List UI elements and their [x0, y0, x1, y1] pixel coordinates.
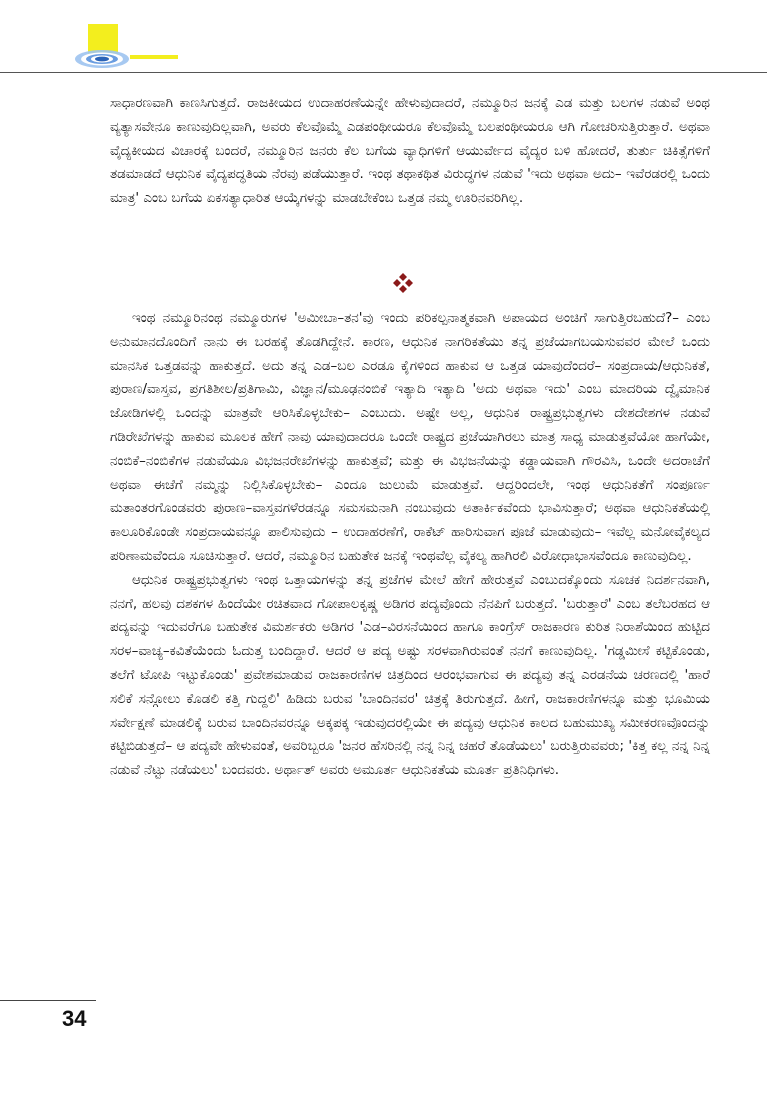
body-text	[110, 307, 710, 783]
paragraph-1: ಸಾಧಾರಣವಾಗಿ ಕಾಣಸಿಗುತ್ತದೆ. ರಾಜಕೀಯದ ಉದಾಹರಣೆಯನ್ನೇ ಹೇಳುವುದಾದರೆ, ನಮ್ಮೂರಿನ ಜನಕ್ಕೆ ಎಡ ಮತ್ತು ಬಲಗಳ ನಡುವೆ ಅಂಥ ವ್ಯತ್ಯಾಸವೇನೂ ಕಾಣುವುದಿಲ್ಲವಾಗಿ, ಅವರು ಕೆಲವೊಮ್ಮೆ ಎಡಪಂಥೀಯರೂ ಕೆಲವೊಮ್ಮೆ ಬಲಪಂಥೀಯರೂ ಆಗಿ ಗೋಚರಿಸುತ್ತಿರುತ್ತಾರೆ. ಅಥವಾ ವೈದ್ಯಕೀಯದ ವಿಚಾರಕ್ಕೆ ಬಂದರೆ, ನಮ್ಮೂರಿನ ಜನರು ಕೆಲ ಬಗೆಯ ವ್ಯಾಧಿಗಳಿಗೆ ಆಯುರ್ವೇದ ವೈದ್ಯರ ಬಳಿ ಹೋದರೆ, ತುರ್ತು ಚಿಕಿತ್ಸೆಗಳಿಗೆ ತಡಮಾಡದೆ ಆಧುನಿಕ ವೈದ್ಯಪದ್ಧತಿಯ ನೆರವು ಪಡೆಯುತ್ತಾರೆ. ಇಂಥ ತಥಾಕಥಿತ ವಿರುದ್ಧಗಳ ನಡುವೆ 'ಇದು ಅಥವಾ ಅದು– ಇವೆರಡರಲ್ಲಿ ಒಂದು ಮಾತ್ರ' ಎಂಬ ಬಗೆಯ ಏಕಸತ್ಯಾಧಾರಿತ ಆಯ್ಕೆಗಳನ್ನು ಮಾಡಬೇಕೆಂಬ ಒತ್ತಡ ನಮ್ಮ ಊರಿನವರಿಗಿಲ್ಲ.	[110, 95, 710, 207]
magazine-logo	[74, 24, 178, 72]
paragraph-2: ಇಂಥ ನಮ್ಮೂರಿನಂಥ ನಮ್ಮೂರುಗಳ 'ಅಮೀಬಾ–ತನ'ವು ಇಂದು ಪರಿಕಲ್ಪನಾತ್ಮಕವಾಗಿ ಅಪಾಯದ ಅಂಚಿಗೆ ಸಾಗುತ್ತಿರಬಹುದೆ?– ಎಂಬ ಅನುಮಾನದೊಂದಿಗೆ ನಾನು ಈ ಬರಹಕ್ಕೆ ತೊಡಗಿದ್ದೇನೆ. ಕಾರಣ, ಆಧುನಿಕ ನಾಗರಿಕತೆಯು ತನ್ನ ಪ್ರಜೆಯಾಗಬಯಸುವವರ ಮೇಲೆ ಒಂದು ಮಾನಸಿಕ ಒತ್ತಡವನ್ನು ಹಾಕುತ್ತದೆ. ಅದು ತನ್ನ ಎಡ–ಬಲ ಎರಡೂ ಕೈಗಳಿಂದ ಹಾಕುವ ಆ ಒತ್ತಡ ಯಾವುದೆಂದರೆ– ಸಂಪ್ರದಾಯ/ಆಧುನಿಕತೆ, ಪುರಾಣ/ವಾಸ್ತವ, ಪ್ರಗತಿಶೀಲ/ಪ್ರತಿಗಾಮಿ, ವಿಜ್ಞಾನ/ಮೂಢನಂಬಿಕೆ ಇತ್ಯಾದಿ ಇತ್ಯಾದಿ 'ಅದು ಅಥವಾ ಇದು' ಎಂಬ ಮಾದರಿಯ ದ್ವೈಮಾನಿಕ ಜೋಡಿಗಳಲ್ಲಿ ಒಂದನ್ನು ಮಾತ್ರವೇ ಆರಿಸಿಕೊಳ್ಳಬೇಕು– ಎಂಬುದು. ಅಷ್ಟೇ ಅಲ್ಲ, ಆಧುನಿಕ ರಾಷ್ಟ್ರಪ್ರಭುತ್ವಗಳು ದೇಶದೇಶಗಳ ನಡುವೆ ಗಡಿರೇಖೆಗಳನ್ನು ಹಾಕುವ ಮೂಲಕ ಹೇಗೆ ನಾವು ಯಾವುದಾದರೂ ಒಂದೇ ರಾಷ್ಟ್ರದ ಪ್ರಜೆಯಾಗಿರಲು ಮಾತ್ರ ಸಾಧ್ಯ ಮಾಡುತ್ತವೆಯೋ ಹಾಗೆಯೇ, ನಂಬಿಕೆ–ನಂಬಿಕೆಗಳ ನಡುವೆಯೂ ವಿಭಜನರೇಖೆಗಳನ್ನು ಹಾಕುತ್ತವೆ; ಮತ್ತು ಈ ವಿಭಜನೆಯನ್ನು ಕಡ್ಡಾಯವಾಗಿ ಗೌರವಿಸಿ, ಒಂದೇ ಅದರಾಚೆಗೆ ಅಥವಾ ಈಚೆಗೆ ನಮ್ಮನ್ನು ನಿಲ್ಲಿಸಿಕೊಳ್ಳಬೇಕು– ಎಂದೂ ಜುಲುಮೆ ಮಾಡುತ್ತವೆ. ಆದ್ದರಿಂದಲೇ, ಇಂಥ ಆಧುನಿಕತೆಗೆ ಸಂಪೂರ್ಣ ಮತಾಂತರಗೊಂಡವರು ಪುರಾಣ–ವಾಸ್ತವಗಳೆರಡನ್ನೂ ಸಮಸಮನಾಗಿ ನಂಬುವುದು ಅತಾರ್ಕಿಕವೆಂದು ಭಾವಿಸುತ್ತಾರೆ; ಅಥವಾ ಆಧುನಿಕತೆಯಲ್ಲಿ ಕಾಲೂರಿಕೊಂಡೇ ಸಂಪ್ರದಾಯವನ್ನೂ ಪಾಲಿಸುವುದು – ಉದಾಹರಣೆಗೆ, ರಾಕೆಟ್ ಹಾರಿಸುವಾಗ ಪೂಜೆ ಮಾಡುವುದು– ಇವೆಲ್ಲ ಮನೋವೈಕಲ್ಯದ ಪರಿಣಾಮವೆಂದೂ ಸೂಚಿಸುತ್ತಾರೆ. ಆದರೆ, ನಮ್ಮೂರಿನ ಬಹುತೇಕ ಜನಕ್ಕೆ ಇಂಥವೆಲ್ಲ ವೈಕಲ್ಯ ಹಾಗಿರಲಿ ವಿರೋಧಾಭಾಸವೆಂದೂ ಕಾಣುವುದಿಲ್ಲ.	[110, 310, 710, 564]
page-number: 34	[62, 1006, 87, 1031]
paragraph-3: ಆಧುನಿಕ ರಾಷ್ಟ್ರಪ್ರಭುತ್ವಗಳು ಇಂಥ ಒತ್ತಾಯಗಳನ್ನು ತನ್ನ ಪ್ರಜೆಗಳ ಮೇಲೆ ಹೇಗೆ ಹೇರುತ್ತವೆ ಎಂಬುದಕ್ಕೊಂದು ಸೂಚಕ ನಿದರ್ಶನವಾಗಿ, ನನಗೆ, ಹಲವು ದಶಕಗಳ ಹಿಂದೆಯೇ ರಚಿತವಾದ ಗೋಪಾಲಕೃಷ್ಣ ಅಡಿಗರ ಪದ್ಯವೊಂದು ನೆನಪಿಗೆ ಬರುತ್ತದೆ. 'ಬರುತ್ತಾರೆ' ಎಂಬ ತಲೆಬರಹದ ಆ ಪದ್ಯವನ್ನು ಇದುವರೆಗೂ ಬಹುತೇಕ ವಿಮರ್ಶಕರು ಅಡಿಗರ 'ಎಡ–ವಿರಸನೆಯಿಂದ ಹಾಗೂ ಕಾಂಗ್ರೆಸ್ ರಾಜಕಾರಣ ಕುರಿತ ನಿರಾಶೆಯಿಂದ ಹುಟ್ಟಿದ ಸರಳ–ವಾಚ್ಯ–ಕವಿತೆಯೆಂದು ಓದುತ್ತ ಬಂದಿದ್ದಾರೆ. ಆದರೆ ಆ ಪದ್ಯ ಅಷ್ಟು ಸರಳವಾಗಿರುವಂತೆ ನನಗೆ ಕಾಣುವುದಿಲ್ಲ. 'ಗಡ್ಡಮೀಸೆ ಕಟ್ಟಿಕೊಂಡು, ತಲೆಗೆ ಟೋಪಿ ಇಟ್ಟುಕೊಂಡು' ಪ್ರವೇಶಮಾಡುವ ರಾಜಕಾರಣಿಗಳ ಚಿತ್ರದಿಂದ ಆರಂಭವಾಗುವ ಈ ಪದ್ಯವು ತನ್ನ ಎರಡನೆಯ ಚರಣದಲ್ಲಿ 'ಹಾರೆ ಸಲಿಕೆ ಸನ್ಗೋಲು ಕೊಡಲಿ ಕತ್ತಿ ಗುದ್ದಲಿ' ಹಿಡಿದು ಬರುವ 'ಬಾಂದಿನವರ' ಚಿತ್ರಕ್ಕೆ ತಿರುಗುತ್ತದೆ. ಹೀಗೆ, ರಾಜಕಾರಣಿಗಳನ್ನೂ ಮತ್ತು ಭೂಮಿಯ ಸರ್ವೇಕ್ಷಣೆ ಮಾಡಲಿಕ್ಕೆ ಬರುವ ಬಾಂದಿನವರನ್ನೂ ಅಕ್ಕಪಕ್ಕ ಇಡುವುದರಲ್ಲಿಯೇ ಈ ಪದ್ಯವು ಆಧುನಿಕ ಕಾಲದ ಬಹುಮುಖ್ಯ ಸಮೀಕರಣವೊಂದನ್ನು ಕಟ್ಟಿಬಿಡುತ್ತದೆ– ಆ ಪದ್ಯವೇ ಹೇಳುವಂತೆ, ಅವರಿಬ್ಬರೂ 'ಜನರ ಹೆಸರಿನಲ್ಲಿ ನನ್ನ ನಿನ್ನ ಚಹರೆ ತೊಡೆಯಲು' ಬರುತ್ತಿರುವವರು; 'ಕಿತ್ತ ಕಲ್ಲ ನನ್ನ ನಿನ್ನ ನಡುವೆ ನೆಟ್ಟು ನಡೆಯಲು' ಬಂದವರು. ಅರ್ಥಾತ್ ಅವರು ಅಮೂರ್ತ ಆಧುನಿಕತೆಯ ಮೂರ್ತ ಪ್ರತಿನಿಧಿಗಳು.	[110, 571, 710, 779]
section-break-ornament-icon	[392, 272, 414, 294]
footer-rule	[0, 1000, 96, 1001]
header-rule	[0, 72, 767, 73]
